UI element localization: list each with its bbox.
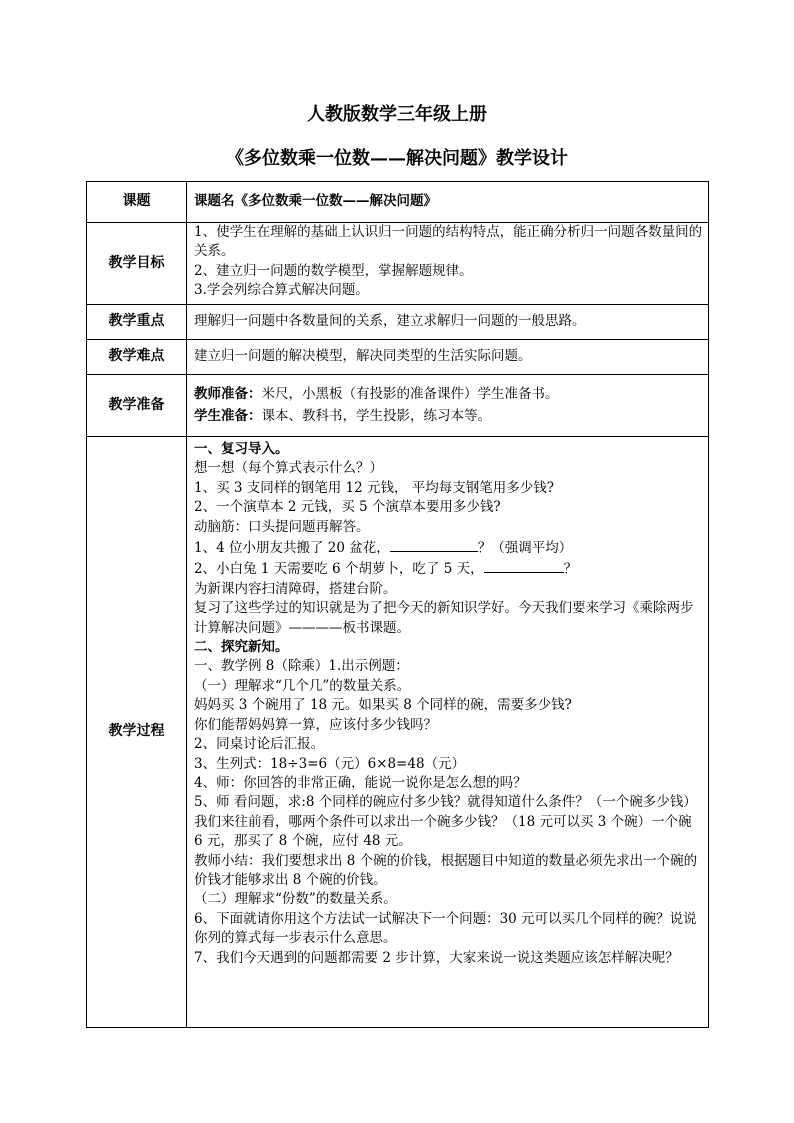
goal-item: 2、建立归一问题的数学模型，掌握解题规律。	[194, 262, 473, 279]
document-title: 人教版数学三年级上册	[307, 104, 487, 125]
process-line: 2、一个演草本 2 元钱，买 5 个演草本要用多少钱?	[194, 499, 501, 516]
difficulties-value: 建立归一问题的解决模型，解决同类型的生活实际问题。	[187, 340, 709, 375]
process-line: 1、买 3 支同样的钢笔用 12 元钱， 平均每支钢笔用多少钱?	[194, 479, 555, 496]
topic-row	[87, 182, 709, 223]
preparation-content	[187, 375, 709, 437]
process-line: 3、生列式：18÷3=6（元）6×8=48（元）	[194, 755, 466, 772]
process-label: 教学过程	[87, 437, 187, 1028]
goal-item: 3.学会列综合算式解决问题。	[194, 282, 369, 299]
process-line: 2、同桌讨论后汇报。	[194, 736, 325, 753]
process-line: （二）理解求“份数”的数量关系。	[194, 891, 397, 908]
student-prep	[194, 407, 704, 426]
goal-item: 1、使学生在理解的基础上认识归一问题的结构特点，能正确分析归一问题各数量间的关系。	[194, 224, 703, 260]
difficulties-label: 教学难点	[87, 340, 187, 375]
process-content	[187, 437, 709, 1028]
process-line: 6、下面就请你用这个方法试一试解决下一个问题：30 元可以买几个同样的碗？说说你列的算式每一步表示什么意思。	[194, 910, 697, 947]
process-text: ？（强调平均）	[477, 540, 573, 557]
answer-blank	[484, 558, 564, 573]
lesson-plan-table	[86, 181, 709, 1028]
goals-label: 教学目标	[87, 223, 187, 305]
section-heading: 一、复习导入。	[194, 441, 289, 457]
process-line	[194, 537, 704, 558]
key-points-value: 理解归一问题中各数量间的关系，建立求解归一问题的一般思路。	[187, 305, 709, 340]
process-row	[87, 437, 709, 1028]
teacher-prep	[194, 385, 704, 404]
process-line: 4、师：你回答的非常正确，能说一说你是怎么想的吗？	[194, 774, 527, 791]
process-line	[194, 558, 704, 579]
student-prep-value: 课本、教科书，学生投影，练习本等。	[261, 408, 491, 424]
key-points-label: 教学重点	[87, 305, 187, 340]
process-line: 动脑筋：口头提问题再解答。	[194, 518, 370, 535]
process-line: 教师小结：我们要想求出 8 个碗的价钱，根据题目中知道的数量必须先求出一个碗的价钱才能够求出 8 个碗的价钱。	[194, 852, 698, 888]
key-points-row	[87, 305, 709, 340]
process-line: 5、师 看问题，求:8 个同样的碗应付多少钱？就得知道什么条件？（一个碗多少钱）我们来往前看，哪两个条件可以求出一个碗多少钱？（18 元可以买 3 个碗）一个碗 6 元，那买了 8 个碗，应付 48 元。	[194, 794, 697, 850]
topic-value: 课题名《多位数乘一位数——解决问题》	[187, 182, 709, 223]
topic-label: 课题	[87, 182, 187, 223]
process-line: 为新课内容扫清障碍，搭建台阶。	[194, 580, 397, 597]
process-line: 你们能帮妈妈算一算，应该付多少钱吗？	[194, 716, 437, 733]
process-line: （一）理解求“几个几”的数量关系。	[194, 677, 411, 694]
teacher-prep-value: 米尺，小黑板（有投影的准备课件）学生准备书。	[261, 385, 559, 402]
student-prep-label: 学生准备：	[194, 408, 262, 424]
process-text: 1、4 位小朋友共搬了 20 盆花，	[194, 540, 390, 557]
process-line: 复习了这些学过的知识就是为了把今天的新知识学好。今天我们要来学习《乘除两步计算解决问题》————板书课题。	[194, 600, 694, 636]
difficulties-row	[87, 340, 709, 375]
process-line: 7、我们今天遇到的问题都需要 2 步计算，大家来说一说这类题应该怎样解决呢？	[194, 949, 679, 966]
process-line: 想一想（每个算式表示什么？）	[194, 460, 383, 477]
section-heading: 二、探究新知。	[194, 639, 289, 656]
process-text: ？	[563, 561, 578, 578]
teacher-prep-label: 教师准备：	[194, 385, 262, 402]
answer-blank	[390, 537, 478, 552]
goals-content	[187, 223, 709, 305]
preparation-row	[87, 375, 709, 437]
preparation-label: 教学准备	[87, 375, 187, 437]
process-text: 2、小白兔 1 天需要吃 6 个胡萝卜，吃了 5 天，	[194, 561, 484, 578]
process-line: 妈妈买 3 个碗用了 18 元。如果买 8 个同样的碗，需要多少钱?	[194, 697, 572, 714]
process-line: 一、教学例 8（除乘）1.出示例题：	[194, 658, 409, 675]
goals-row	[87, 223, 709, 305]
document-subtitle: 《多位数乘一位数——解决问题》教学设计	[226, 148, 568, 169]
